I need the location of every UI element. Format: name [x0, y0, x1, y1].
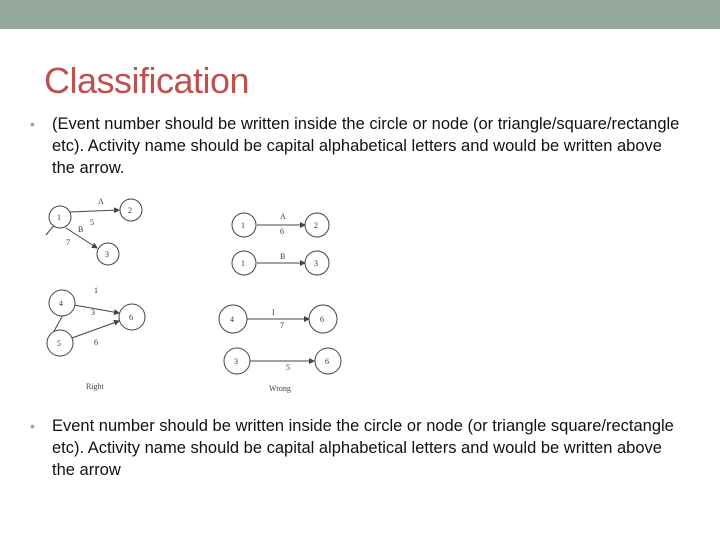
activity-label: 1 — [94, 286, 98, 295]
event-node — [309, 305, 337, 333]
bullet-dot-icon: • — [30, 418, 35, 434]
activity-label: 6 — [94, 338, 98, 347]
activity-label: A — [280, 212, 286, 221]
event-node — [305, 251, 329, 275]
top-accent-bar — [0, 0, 720, 29]
event-node — [219, 305, 247, 333]
wrong-bottom-diagram — [219, 305, 341, 374]
event-node — [224, 348, 250, 374]
bullet-item — [30, 113, 680, 179]
svg-text:6: 6 — [325, 357, 329, 366]
event-node — [119, 304, 145, 330]
activity-label: 5 — [90, 218, 94, 227]
svg-text:1: 1 — [241, 259, 245, 268]
activity-label: 5 — [286, 363, 290, 372]
activity-label: B — [78, 225, 84, 234]
activity-label: 7 — [66, 238, 70, 247]
bullet-dot-icon: • — [30, 116, 35, 132]
edge-arrow — [70, 210, 119, 212]
svg-text:5: 5 — [57, 339, 61, 348]
event-node — [49, 206, 71, 228]
wrong-caption: Wrong — [269, 384, 291, 393]
activity-label: A — [98, 197, 104, 206]
event-node — [305, 213, 329, 237]
event-node — [232, 213, 256, 237]
activity-label: B — [280, 252, 286, 261]
activity-label: 7 — [280, 321, 284, 330]
event-node — [232, 251, 256, 275]
svg-text:6: 6 — [320, 315, 324, 324]
edge-arrow — [74, 305, 119, 313]
right-bottom-diagram — [47, 286, 145, 356]
bullet-text: Event number should be written inside the circle or node (or triangle square/rectangle etc). Activity name should be capital alphabetical letters and would be written above the arrow — [52, 417, 674, 479]
bullet-item — [30, 415, 680, 481]
bullet-text: (Event number should be written inside the circle or node (or triangle/square/rectangle etc). Activity name should be capital alphabetical letters and would be written above the arrow. — [52, 115, 680, 177]
activity-label: 3 — [91, 308, 95, 317]
activity-label: I — [272, 308, 275, 317]
svg-text:3: 3 — [234, 357, 238, 366]
event-node — [120, 199, 142, 221]
svg-text:1: 1 — [57, 213, 61, 222]
event-node — [97, 243, 119, 265]
svg-text:4: 4 — [230, 315, 234, 324]
right-top-diagram — [46, 197, 142, 265]
svg-text:4: 4 — [59, 299, 63, 308]
svg-text:1: 1 — [241, 221, 245, 230]
right-caption: Right — [86, 382, 104, 391]
svg-text:2: 2 — [128, 206, 132, 215]
event-node — [47, 330, 73, 356]
svg-text:6: 6 — [129, 313, 133, 322]
activity-label: 6 — [280, 227, 284, 236]
slide-title: Classification — [44, 60, 250, 101]
svg-text:3: 3 — [105, 250, 109, 259]
network-diagram-figure — [36, 195, 366, 400]
event-node — [315, 348, 341, 374]
svg-text:3: 3 — [314, 259, 318, 268]
edge-arrow — [72, 321, 119, 338]
network-diagram — [36, 195, 366, 400]
wrong-top-diagram — [232, 212, 329, 275]
event-node — [49, 290, 75, 316]
svg-text:2: 2 — [314, 221, 318, 230]
